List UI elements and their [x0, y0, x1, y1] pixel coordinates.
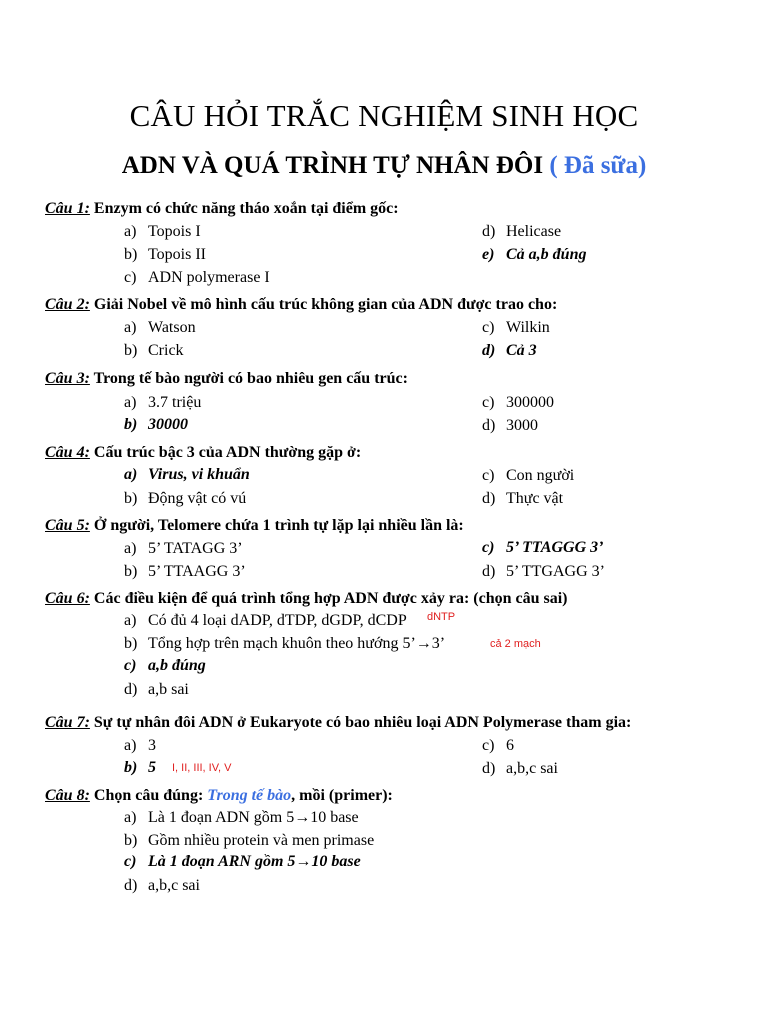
- option-1a: a) Topois I: [124, 223, 201, 240]
- handwritten-note-both-strands: cả 2 mạch: [490, 638, 541, 650]
- question-label: Câu 3:: [45, 370, 90, 387]
- option-7c: c) 6: [482, 737, 514, 754]
- question-label: Câu 6:: [45, 590, 90, 607]
- question-text: Chọn câu đúng:: [89, 787, 208, 804]
- page-subtitle: [0, 152, 768, 180]
- handwritten-note-polymerases: I, II, III, IV, V: [172, 762, 232, 774]
- question-7: [45, 714, 631, 732]
- question-text: Sự tự nhân đôi ADN ở Eukaryote có bao nhiêu loại ADN Polymerase tham gia:: [89, 714, 632, 731]
- option-7a: a) 3: [124, 737, 156, 754]
- question-label: Câu 7:: [45, 714, 90, 731]
- option-6a: a) Có đủ 4 loại dADP, dTDP, dGDP, dCDP: [124, 612, 407, 629]
- option-4b: b) Động vật có vú: [124, 490, 247, 507]
- option-3c: c) 300000: [482, 394, 554, 411]
- handwritten-note-dntp: dNTP: [427, 611, 456, 623]
- option-8a: a) Là 1 đoạn ADN gồm 5→10 base: [124, 809, 359, 826]
- question-2: [45, 296, 557, 314]
- question-label: Câu 5:: [45, 517, 90, 534]
- question-text: Enzym có chức năng tháo xoắn tại điểm gốc:: [89, 200, 399, 217]
- option-8d: d) a,b,c sai: [124, 877, 200, 894]
- question-label: Câu 1:: [45, 200, 90, 217]
- option-3d: d) 3000: [482, 417, 538, 434]
- option-2b: b) Crick: [124, 342, 184, 359]
- option-6d: d) a,b sai: [124, 681, 189, 698]
- question-5: [45, 517, 464, 535]
- subtitle-note: ( Đã sữa): [549, 152, 647, 179]
- option-1b: b) Topois II: [124, 246, 206, 263]
- option-2a: a) Watson: [124, 319, 196, 336]
- question-text: Ở người, Telomere chứa 1 trình tự lặp lại nhiều lần là:: [89, 517, 464, 534]
- question-6: [45, 590, 568, 608]
- option-5b: b) 5’ TTAAGG 3’: [124, 563, 246, 580]
- question-1: [45, 200, 399, 218]
- option-6b: b) Tổng hợp trên mạch khuôn theo hướng 5’→3’: [124, 635, 446, 652]
- option-3b-answer: b) 30000: [124, 416, 188, 433]
- question-3: [45, 370, 408, 388]
- option-4c: c) Con người: [482, 467, 575, 484]
- option-2d-answer: d) Cả 3: [482, 342, 537, 359]
- option-7d: d) a,b,c sai: [482, 760, 558, 777]
- option-7b-answer: b) 5: [124, 759, 156, 776]
- option-3a: a) 3.7 triệu: [124, 394, 202, 411]
- option-4a-answer: a) Virus, vi khuẩn: [124, 466, 250, 483]
- option-6c-answer: c) a,b đúng: [124, 657, 206, 674]
- question-text: Các điều kiện để quá trình tổng hợp ADN được xảy ra: (chọn câu sai): [89, 590, 568, 607]
- subtitle-text: ADN VÀ QUÁ TRÌNH TỰ NHÂN ĐÔI: [121, 152, 544, 179]
- question-highlight: Trong tế bào: [207, 787, 292, 804]
- option-8c-answer: c) Là 1 đoạn ARN gồm 5→10 base: [124, 853, 361, 870]
- option-5d: d) 5’ TTGAGG 3’: [482, 563, 605, 580]
- option-1d: d) Helicase: [482, 223, 562, 240]
- question-text: Giải Nobel về mô hình cấu trúc không gian của ADN được trao cho:: [89, 296, 558, 313]
- option-8b: b) Gồm nhiều protein và men primase: [124, 832, 375, 849]
- option-4d: d) Thực vật: [482, 490, 564, 507]
- question-text-after: , mồi (primer):: [291, 787, 393, 804]
- option-2c: c) Wilkin: [482, 319, 550, 336]
- question-4: [45, 444, 361, 462]
- question-label: Câu 8:: [45, 787, 90, 804]
- question-8: [45, 787, 393, 805]
- option-1c: c) ADN polymerase I: [124, 269, 270, 286]
- question-label: Câu 2:: [45, 296, 90, 313]
- option-5c-answer: c) 5’ TTAGGG 3’: [482, 539, 604, 556]
- option-1e-answer: e) Cả a,b đúng: [482, 246, 587, 263]
- question-label: Câu 4:: [45, 444, 90, 461]
- question-text: Trong tế bào người có bao nhiêu gen cấu trúc:: [89, 370, 408, 387]
- page-title: CÂU HỎI TRẮC NGHIỆM SINH HỌC: [129, 98, 639, 133]
- option-5a: a) 5’ TATAGG 3’: [124, 540, 243, 557]
- question-text: Cấu trúc bậc 3 của ADN thường gặp ở:: [89, 444, 362, 461]
